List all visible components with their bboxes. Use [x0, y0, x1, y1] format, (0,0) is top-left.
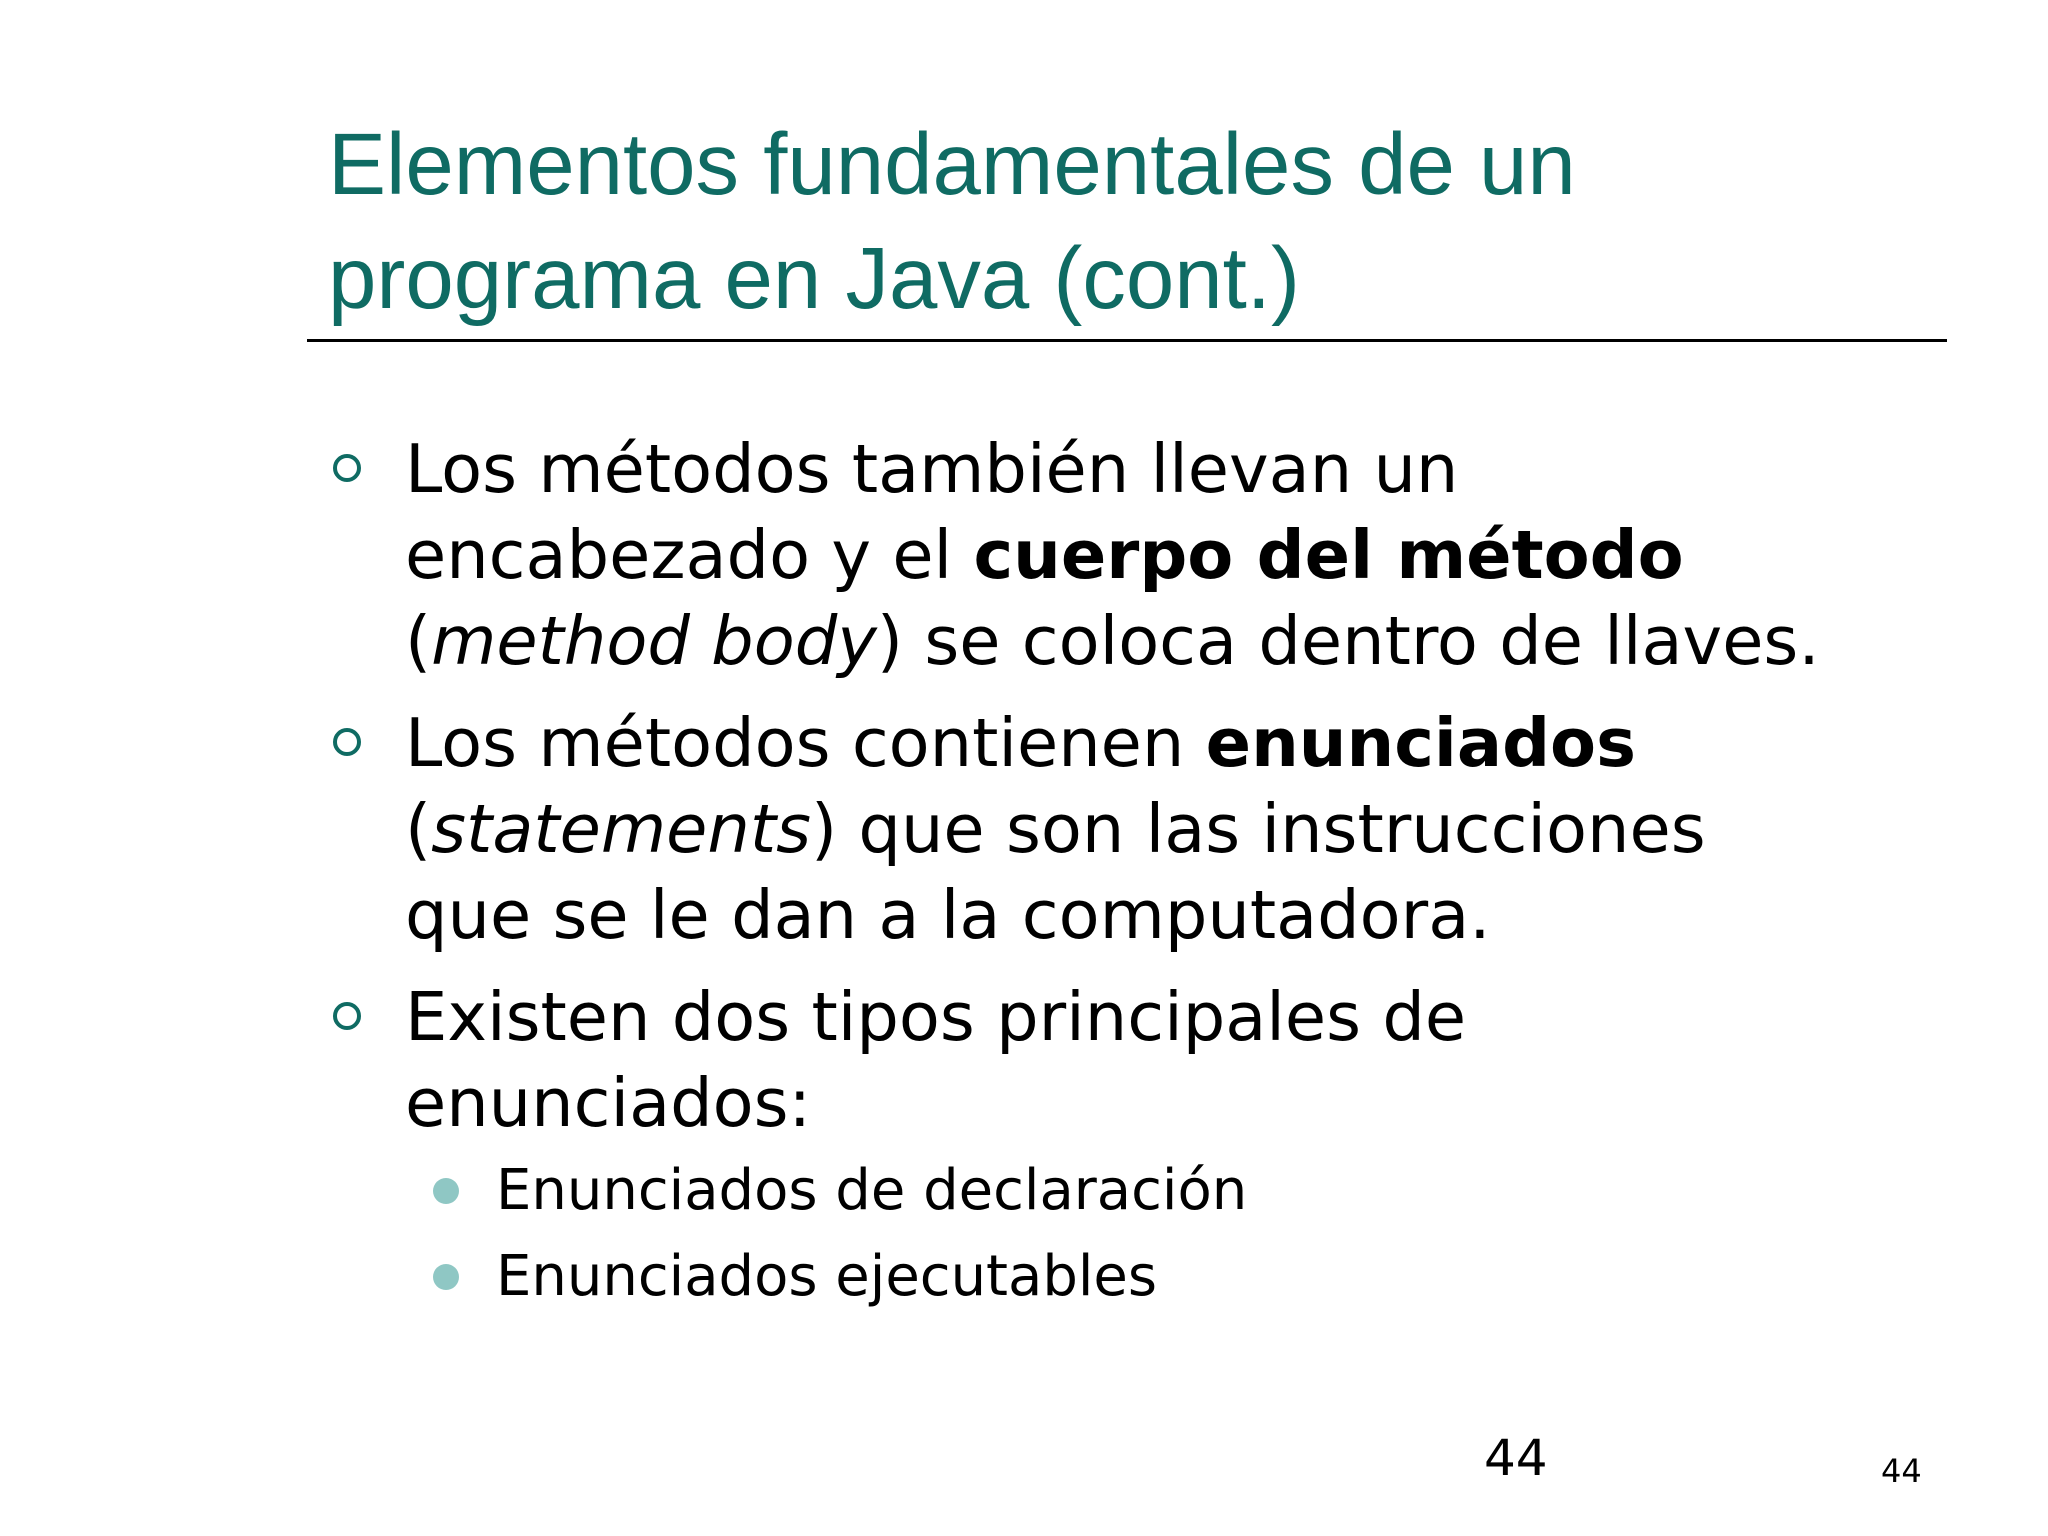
bullet-1-text: encabezado y el [405, 516, 974, 594]
slide-title-line-1: Elementos fundamentales de un [328, 116, 1576, 213]
bullet-2-line-2 [405, 786, 1965, 872]
hollow-circle-icon [333, 1002, 361, 1030]
bullet-item-2 [405, 700, 1965, 958]
bullet-1-italic-term: method body [431, 602, 877, 680]
bullet-item-1 [405, 426, 1965, 684]
bullet-3-line-1: Existen dos tipos principales de [405, 978, 1467, 1056]
subbullet-1-text: Enunciados de declaración [496, 1158, 1248, 1223]
bullet-2-bold-term: enunciados [1205, 704, 1636, 782]
page-number-center: 44 [1484, 1429, 1548, 1487]
slide-title-line-2: programa en Java (cont.) [328, 230, 1300, 327]
bullet-2-italic-term: statements [431, 790, 811, 868]
bullet-1-bold-term: cuerpo del método [973, 516, 1684, 594]
filled-dot-icon [433, 1264, 459, 1290]
hollow-circle-icon [333, 454, 361, 482]
page-number-corner: 44 [1881, 1452, 1922, 1490]
bullet-1-line-2 [405, 512, 1965, 598]
bullet-3-line-2: enunciados: [405, 1064, 812, 1142]
bullet-2-line-3: que se le dan a la computadora. [405, 876, 1491, 954]
bullet-2-tail: ) que son las instrucciones [811, 790, 1706, 868]
bullet-1-tail: ) se coloca dentro de llaves. [876, 602, 1820, 680]
hollow-circle-icon [333, 728, 361, 756]
bullet-2-open-paren: ( [405, 790, 432, 868]
subbullet-item-1 [496, 1148, 1247, 1234]
bullet-2-line-1 [405, 700, 1965, 786]
bullet-1-line-1: Los métodos también llevan un [405, 430, 1459, 508]
bullet-1-line-3 [405, 598, 1965, 684]
subbullet-2-text: Enunciados ejecutables [496, 1244, 1158, 1309]
bullet-1-open-paren: ( [405, 602, 432, 680]
bullet-item-3 [405, 974, 1965, 1146]
filled-dot-icon [433, 1178, 459, 1204]
bullet-2-text: Los métodos contienen [405, 704, 1206, 782]
subbullet-item-2 [496, 1234, 1157, 1320]
